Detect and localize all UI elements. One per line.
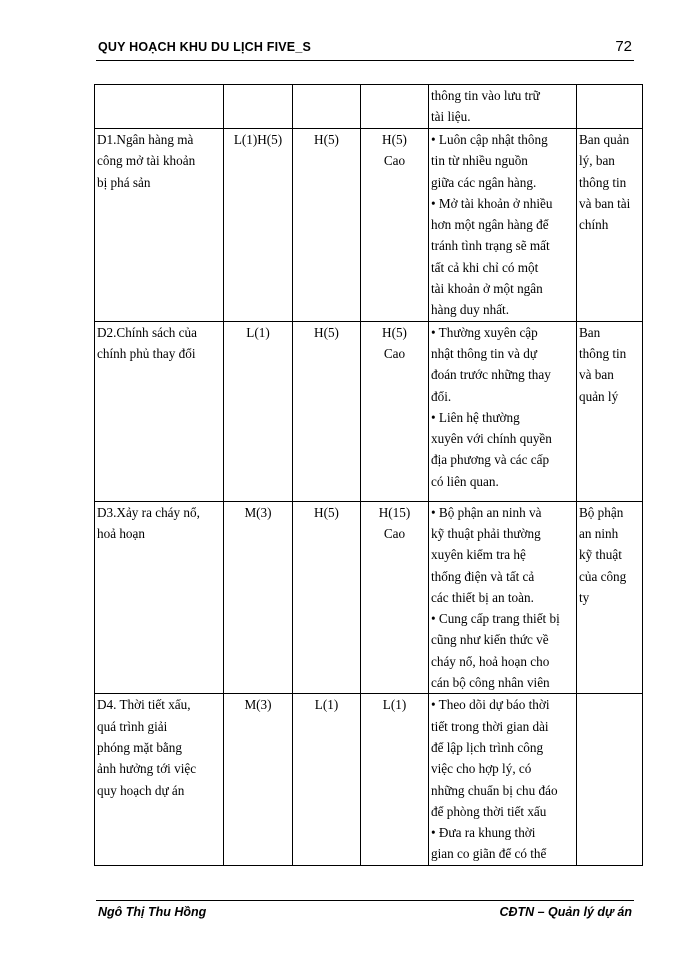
- cell-line: tài liệu.: [431, 109, 471, 125]
- cell-line: kỹ thuật phải thường: [431, 525, 541, 541]
- cell-line: • Thường xuyên cập: [431, 324, 538, 340]
- cell-line: quản lý: [579, 388, 619, 404]
- cell-line: tất cả khi chỉ có một: [431, 259, 539, 275]
- cell-line: để lập lịch trình công: [431, 739, 544, 755]
- cell-line: những chuẩn bị chu đáo: [431, 782, 558, 798]
- table-row: [95, 694, 643, 866]
- document-subject: CĐTN – Quản lý dự án: [499, 905, 632, 919]
- cell-line: ảnh hưởng tới việc: [97, 761, 197, 777]
- measures-cell: [429, 321, 577, 501]
- table-row: [95, 321, 643, 501]
- table-row: [95, 85, 643, 129]
- table-row: [95, 129, 643, 322]
- cell-line: Ban: [579, 324, 601, 340]
- cell-line: thông tin vào lưu trữ: [431, 88, 540, 103]
- responsible-cell: [577, 321, 643, 501]
- measures-cell: [429, 129, 577, 322]
- probability-cell: [224, 85, 293, 129]
- responsible-cell: [577, 129, 643, 322]
- measures-cell: [429, 85, 577, 129]
- cell-line: quá trình giải: [97, 718, 168, 734]
- cell-line: gian co giãn để có thể: [431, 846, 547, 862]
- cell-line: hàng duy nhất.: [431, 302, 510, 318]
- cell-line: M(3): [244, 697, 272, 713]
- responsible-cell: [577, 85, 643, 129]
- cell-line: lý, ban: [579, 153, 615, 169]
- cell-line: nhật thông tin và dự: [431, 345, 538, 361]
- level-cell: [361, 129, 429, 322]
- cell-line: cán bộ công nhân viên: [431, 675, 550, 691]
- impact-cell: [293, 85, 361, 129]
- level-cell: [361, 694, 429, 866]
- cell-line: H(5): [382, 132, 407, 147]
- impact-cell: [293, 694, 361, 866]
- cell-line: H(5): [314, 132, 339, 147]
- cell-line: H(5): [314, 324, 339, 340]
- document-title: QUY HOẠCH KHU DU LỊCH FIVE_S: [98, 40, 312, 54]
- cell-line: • Theo dõi dự báo thời: [431, 697, 550, 713]
- impact-cell: [293, 321, 361, 501]
- cell-line: tránh tình trạng sẽ mất: [431, 238, 550, 254]
- responsible-cell: [577, 501, 643, 694]
- cell-line: phóng mặt bằng: [97, 739, 182, 755]
- cell-line: giữa các ngân hàng.: [431, 174, 537, 190]
- level-cell: [361, 321, 429, 501]
- cell-line: • Đưa ra khung thời: [431, 825, 536, 841]
- risk-table: [94, 84, 643, 866]
- cell-line: • Cung cấp trang thiết bị: [431, 611, 560, 627]
- author-name: Ngô Thị Thu Hồng: [98, 905, 207, 919]
- cell-line: Cao: [383, 153, 406, 169]
- cell-line: Bộ phận: [579, 504, 624, 520]
- cell-line: ty: [579, 589, 590, 605]
- cell-line: địa phương và các cấp: [431, 452, 550, 468]
- cell-line: L(1): [246, 324, 270, 340]
- cell-line: chính: [579, 217, 609, 233]
- cell-line: • Luôn cập nhật thông: [431, 132, 548, 147]
- cell-line: công mở tài khoản: [97, 153, 196, 169]
- cell-line: H(15): [378, 504, 411, 520]
- cell-line: bị phá sản: [97, 174, 151, 190]
- cell-line: cháy nổ, hoả hoạn cho: [431, 653, 550, 669]
- cell-line: đoán trước những thay: [431, 367, 551, 383]
- cell-line: các thiết bị an toàn.: [431, 589, 534, 605]
- page-footer: [96, 900, 634, 925]
- cell-line: thông tin: [579, 345, 627, 361]
- cell-line: L(1): [382, 697, 407, 713]
- cell-line: H(5): [382, 324, 407, 340]
- cell-line: M(3): [244, 504, 272, 520]
- responsible-cell: [577, 694, 643, 866]
- cell-line: an ninh: [579, 525, 619, 541]
- cell-line: • Liên hệ thường: [431, 409, 520, 425]
- measures-cell: [429, 694, 577, 866]
- cell-line: D3.Xảy ra cháy nổ,: [97, 504, 200, 520]
- cell-line: Ban quản: [579, 132, 630, 147]
- measures-cell: [429, 501, 577, 694]
- risk-cell: [95, 129, 224, 322]
- cell-line: hoả hoạn: [97, 525, 145, 541]
- cell-line: đổi.: [431, 388, 452, 404]
- risk-cell: [95, 694, 224, 866]
- cell-line: việc cho hợp lý, có: [431, 761, 532, 777]
- cell-line: chính phủ thay đổi: [97, 345, 196, 361]
- cell-line: thông tin: [579, 174, 627, 190]
- page-number: 72: [615, 38, 632, 55]
- level-cell: [361, 501, 429, 694]
- cell-line: D2.Chính sách của: [97, 324, 197, 340]
- cell-line: của công: [579, 568, 627, 584]
- risk-cell: [95, 501, 224, 694]
- cell-line: và ban: [579, 367, 614, 383]
- cell-line: tài khoản ở một ngân: [431, 281, 543, 297]
- cell-line: tiết trong thời gian dài: [431, 718, 549, 734]
- cell-line: quy hoạch dự án: [97, 782, 185, 798]
- cell-line: D4. Thời tiết xấu,: [97, 697, 191, 713]
- impact-cell: [293, 501, 361, 694]
- cell-line: và ban tài: [579, 195, 631, 211]
- level-cell: [361, 85, 429, 129]
- cell-line: có liên quan.: [431, 473, 499, 489]
- cell-line: xuyên kiểm tra hệ: [431, 547, 526, 563]
- cell-line: H(5): [314, 504, 339, 520]
- cell-line: tin từ nhiều nguồn: [431, 153, 528, 169]
- risk-cell: [95, 85, 224, 129]
- page-header: [96, 38, 634, 61]
- probability-cell: [224, 501, 293, 694]
- cell-line: Cao: [383, 525, 406, 541]
- risk-table-body: [95, 85, 643, 866]
- probability-cell: [224, 129, 293, 322]
- risk-cell: [95, 321, 224, 501]
- cell-line: hơn một ngân hàng để: [431, 217, 549, 233]
- probability-cell: [224, 694, 293, 866]
- cell-line: cũng như kiến thức về: [431, 632, 549, 648]
- impact-cell: [293, 129, 361, 322]
- cell-line: • Bộ phận an ninh và: [431, 504, 542, 520]
- cell-line: để phòng thời tiết xấu: [431, 803, 547, 819]
- cell-line: Cao: [383, 345, 406, 361]
- probability-cell: [224, 321, 293, 501]
- cell-line: xuyên với chính quyền: [431, 431, 552, 447]
- cell-line: thống điện và tất cả: [431, 568, 535, 584]
- cell-line: D1.Ngân hàng mà: [97, 132, 194, 147]
- cell-line: • Mở tài khoản ở nhiều: [431, 195, 553, 211]
- table-row: [95, 501, 643, 694]
- cell-line: kỹ thuật: [579, 547, 622, 563]
- cell-line: L(1)H(5): [233, 132, 283, 147]
- cell-line: L(1): [314, 697, 339, 713]
